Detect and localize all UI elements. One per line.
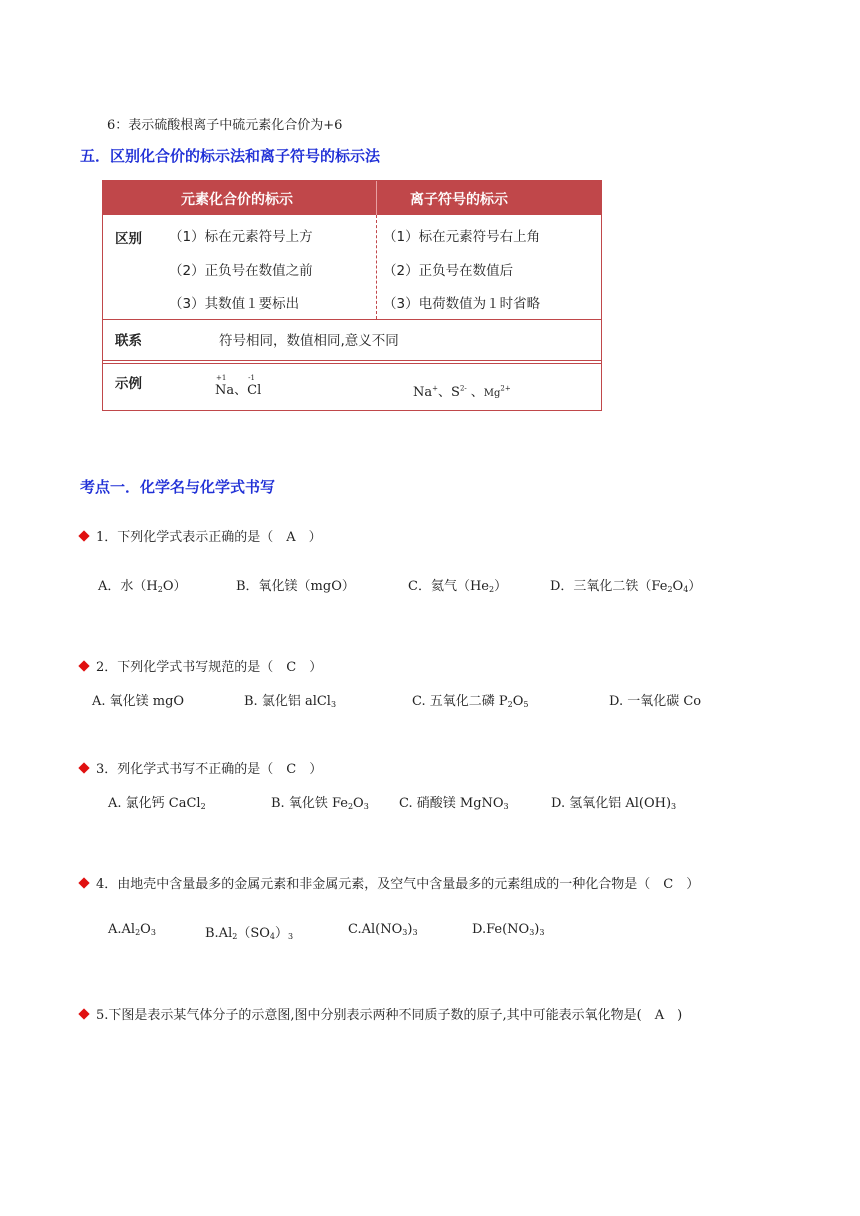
- question-stem: 2．下列化学式书写规范的是（ C ）: [96, 660, 323, 675]
- q3-option-c: C. 硝酸镁 MgNO$_3$: [399, 796, 509, 811]
- header-divider: [376, 181, 377, 215]
- valence-mark: +1: [216, 374, 227, 382]
- separator: 、: [470, 385, 484, 400]
- question-stem: 3．列化学式书写不正确的是（ C ）: [96, 762, 323, 777]
- q4-option-d: $D.Fe(NO_3)_3$: [472, 922, 545, 937]
- question-1: [80, 526, 322, 545]
- question-4: [80, 873, 699, 892]
- separator: 、: [438, 385, 452, 400]
- diff-valence-2: （2）正负号在数值之前: [169, 263, 313, 279]
- q4-option-a: $A.Al_2O_3$: [108, 922, 156, 937]
- question-3: [80, 758, 322, 777]
- q3-option-d: D. 氢氧化铝 $Al(OH)_3$: [551, 796, 677, 811]
- link-text: 符号相同，数值相同,意义不同: [219, 333, 399, 349]
- row-separator: [103, 363, 601, 364]
- diff-ion-3: （3）电荷数值为１时省略: [383, 296, 541, 312]
- separator: 、: [234, 383, 248, 398]
- section-title: 五．区别化合价的标示法和离子符号的标示法: [80, 147, 381, 165]
- q1-option-a: A．水$(H_2O)$: [98, 579, 187, 594]
- valence-mark: -1: [248, 374, 255, 382]
- question-stem: 1．下列化学式表示正确的是（ A ）: [96, 530, 322, 545]
- q2-option-b: B. 氯化铝 alCl$_3$: [244, 694, 337, 709]
- ion-charge: 2-: [459, 384, 467, 393]
- bullet-diamond-icon: [78, 877, 89, 888]
- diff-valence-1: （1）标在元素符号上方: [169, 229, 313, 245]
- ion-symbol: S: [451, 385, 460, 400]
- row-separator: [103, 319, 601, 320]
- ion-charge: +: [432, 384, 439, 393]
- q4-option-c: $C.Al(NO_3)_3$: [348, 922, 418, 937]
- ion-charge: 2+: [500, 384, 511, 393]
- row-separator: [103, 360, 601, 361]
- topic-title: 考点一．化学名与化学式书写: [80, 478, 276, 496]
- bullet-diamond-icon: [78, 762, 89, 773]
- example-ion: [413, 381, 511, 400]
- q2-option-d: D. 一氧化碳 Co: [609, 694, 702, 709]
- col-header-valence: 元素化合价的标示: [181, 192, 293, 208]
- element-symbol: Cl: [247, 383, 262, 398]
- q2-option-a: A. 氧化镁 mgO: [92, 694, 185, 709]
- table-header: [103, 181, 601, 215]
- bullet-diamond-icon: [78, 660, 89, 671]
- question-stem: 4．由地壳中含量最多的金属元素和非金属元素，及空气中含量最多的元素组成的一种化合物是（ C ）: [96, 877, 700, 892]
- diff-ion-2: （2）正负号在数值后: [383, 263, 514, 279]
- bullet-diamond-icon: [78, 1008, 89, 1019]
- question-5: [80, 1004, 682, 1023]
- ion-symbol: Na: [413, 385, 433, 400]
- col-header-ion: 离子符号的标示: [410, 192, 508, 208]
- intro-line: 6：表示硫酸根离子中硫元素化合价为+6: [107, 118, 343, 133]
- q3-option-a: A. 氯化钙 CaCl$_2$: [108, 796, 206, 811]
- q4-option-b: $B.Al_2(SO_4)_3$: [205, 926, 294, 941]
- bullet-diamond-icon: [78, 530, 89, 541]
- comparison-table: [102, 180, 602, 411]
- example-valence: [215, 374, 262, 398]
- q2-option-c: C. 五氧化二磷 $P_2O_5$: [412, 694, 529, 709]
- row-label-link: 联系: [115, 333, 142, 349]
- q3-option-b: B. 氧化铁 $Fe_2O_3$: [271, 796, 369, 811]
- q1-option-b: B．氧化镁（mgO）: [236, 579, 355, 594]
- question-stem: 5.下图是表示某气体分子的示意图,图中分别表示两种不同质子数的原子,其中可能表示氧化物是( A ): [96, 1008, 683, 1023]
- ion-symbol: Mg: [483, 388, 501, 399]
- row-label-example: 示例: [115, 376, 142, 392]
- q1-option-c: C．氦气$(He_2)$: [408, 579, 508, 594]
- diff-valence-3: （3）其数值１要标出: [169, 296, 300, 312]
- diff-divider: [376, 215, 377, 319]
- question-2: [80, 656, 322, 675]
- row-label-diff: 区别: [115, 231, 142, 247]
- element-symbol: Na: [215, 383, 235, 398]
- diff-ion-1: （1）标在元素符号右上角: [383, 229, 541, 245]
- q1-option-d: D．三氧化二铁$(Fe_2O_4)$: [550, 579, 702, 594]
